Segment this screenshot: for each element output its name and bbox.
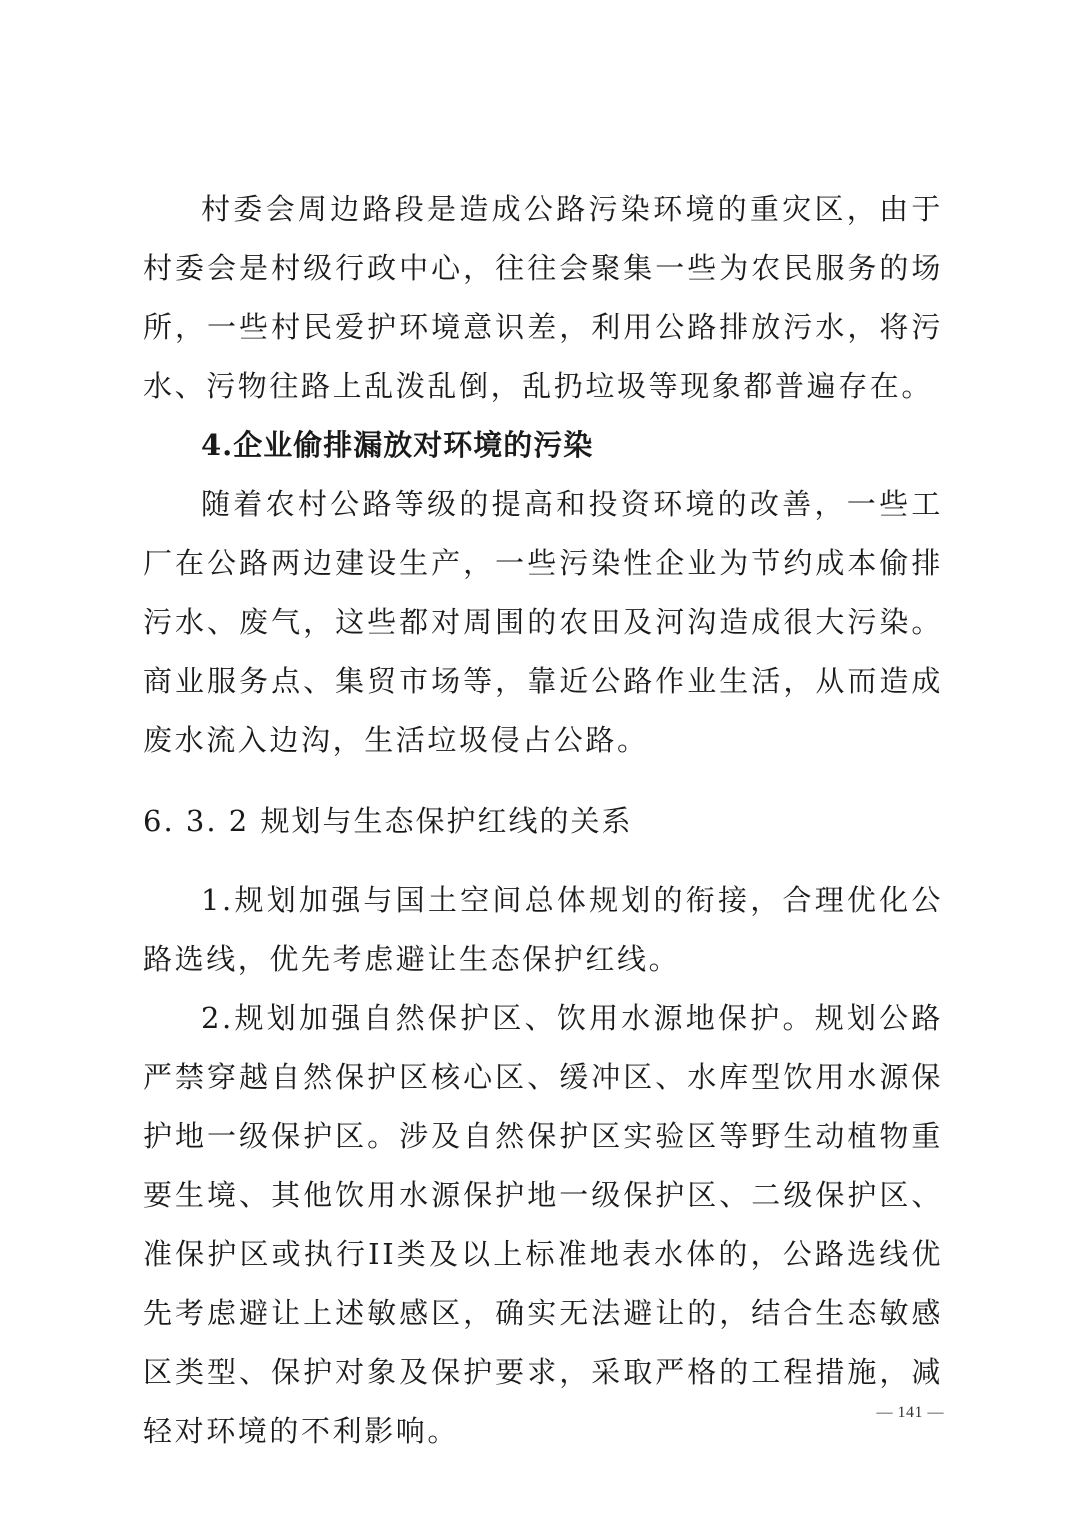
paragraph-enterprise-pollution: 随着农村公路等级的提高和投资环境的改善，一些工厂在公路两边建设生产，一些污染性企业为节约成本偷排污水、废气，这些都对周围的农田及河沟造成很大污染。商业服务点、集贸市场等，靠近公路作业生活，从而造成废水流入边沟，生活垃圾侵占公路。 [143, 487, 943, 757]
paragraph-land-planning: 1.规划加强与国土空间总体规划的衔接，合理优化公路选线，优先考虑避让生态保护红线。 [143, 883, 943, 976]
subheading-enterprise-pollution: 4.企业偷排漏放对环境的污染 [201, 428, 594, 462]
page-number: — 141 — [876, 1404, 944, 1421]
paragraph-village-committee: 村委会周边路段是造成公路污染环境的重灾区，由于村委会是村级行政中心，往往会聚集一些为农民服务的场所，一些村民爱护环境意识差，利用公路排放污水，将污水、污物往路上乱泼乱倒，乱扔垃圾等现象都普遍存在。 [143, 192, 943, 403]
page-content [143, 180, 943, 1461]
section-heading-ecological-redline: 6. 3. 2 规划与生态保护红线的关系 [143, 804, 633, 838]
paragraph-nature-reserve: 2.规划加强自然保护区、饮用水源地保护。规划公路严禁穿越自然保护区核心区、缓冲区、水库型饮用水源保护地一级保护区。涉及自然保护区实验区等野生动植物重要生境、其他饮用水源保护地一级保护区、二级保护区、准保护区或执行II类及以上标准地表水体的，公路选线优先考虑避让上述敏感区，确实无法避让的，结合生态敏感区类型、保护对象及保护要求，采取严格的工程措施，减轻对环境的不利影响。 [143, 1001, 943, 1448]
